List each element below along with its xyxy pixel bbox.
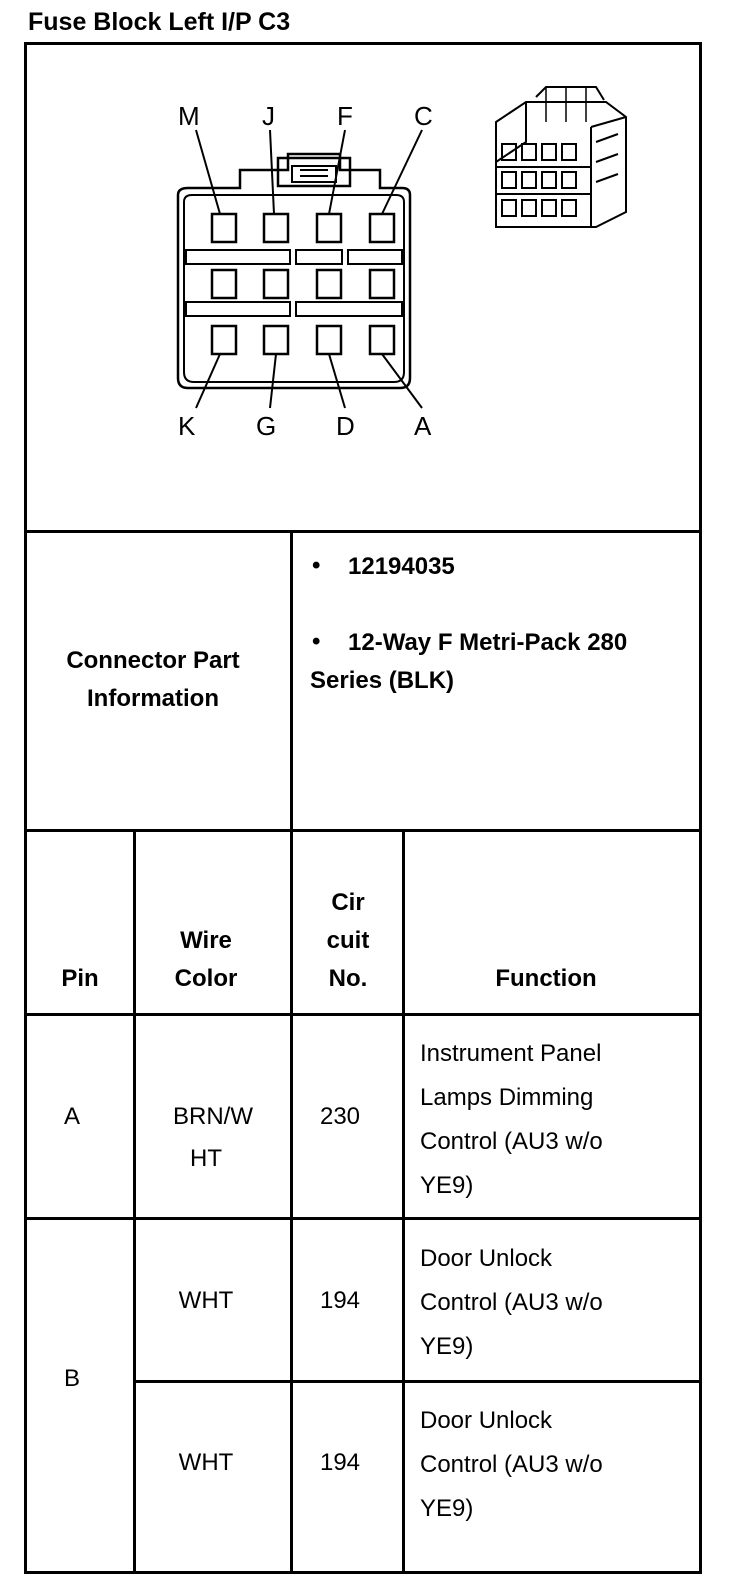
row-a-wire-color-1: BRN/W [173,1103,253,1130]
row-b1-circuit: 194 [319,1287,361,1314]
part-info-label: Connector Part Information [66,647,240,712]
row-a-wire-color-2: HT [190,1145,222,1172]
page-title: Fuse Block Left I/P C3 [28,8,291,36]
divider-diagram [24,530,702,533]
row-b2-circuit: 194 [319,1449,361,1476]
pin-label-f: F [337,101,353,131]
header-pin: Pin [61,965,99,992]
pin-label-g: G [256,411,277,441]
pin-label-d: D [336,411,355,441]
row-a-function-4: YE9) [420,1172,474,1199]
row-b1-wire-color: WHT [178,1287,234,1314]
divider-partinfo [24,829,702,832]
divider-partinfo-col [290,530,293,832]
header-function: Function [495,965,597,992]
row-b1-function-2: Control (AU3 w/o [420,1289,603,1316]
pin-label-j: J [262,101,275,131]
header-circuit-3: No. [328,965,368,992]
divider-header [24,1013,702,1016]
divider-col-circuit [402,829,405,1574]
row-b1-function-1: Door Unlock [420,1245,553,1272]
divider-row-b1 [134,1380,702,1383]
header-circuit-2: cuit [326,927,370,954]
row-b1-function-3: YE9) [420,1333,474,1360]
row-b2-function-3: YE9) [420,1495,474,1522]
row-b2-function-1: Door Unlock [420,1407,553,1434]
part-info-item-2: 12-Way F Metri-Pack 280 Series (BLK) [310,629,628,694]
row-b-pin: B [63,1365,80,1392]
connector-face-diagram [160,90,460,450]
divider-row-a [24,1217,702,1220]
row-a-pin: A [63,1103,80,1130]
part-info-bullet-1: • [312,552,321,579]
header-wire-color: Wire Color [174,927,238,992]
part-info-bullet-2: • [312,628,321,655]
connector-3d-illustration [486,82,636,232]
row-a-circuit: 230 [319,1103,361,1130]
pin-label-k: K [178,411,196,441]
pin-label-c: C [414,101,433,131]
part-info-item-1: 12194035 [348,553,455,580]
row-a-function-2: Lamps Dimming [420,1084,594,1111]
pin-label-a: A [414,411,432,441]
row-b2-wire-color: WHT [178,1449,234,1476]
row-a-function-1: Instrument Panel [420,1040,602,1067]
header-circuit-1: Cir [331,889,365,916]
row-b2-function-2: Control (AU3 w/o [420,1451,603,1478]
row-a-function-3: Control (AU3 w/o [420,1128,603,1155]
pin-label-m: M [178,101,200,131]
